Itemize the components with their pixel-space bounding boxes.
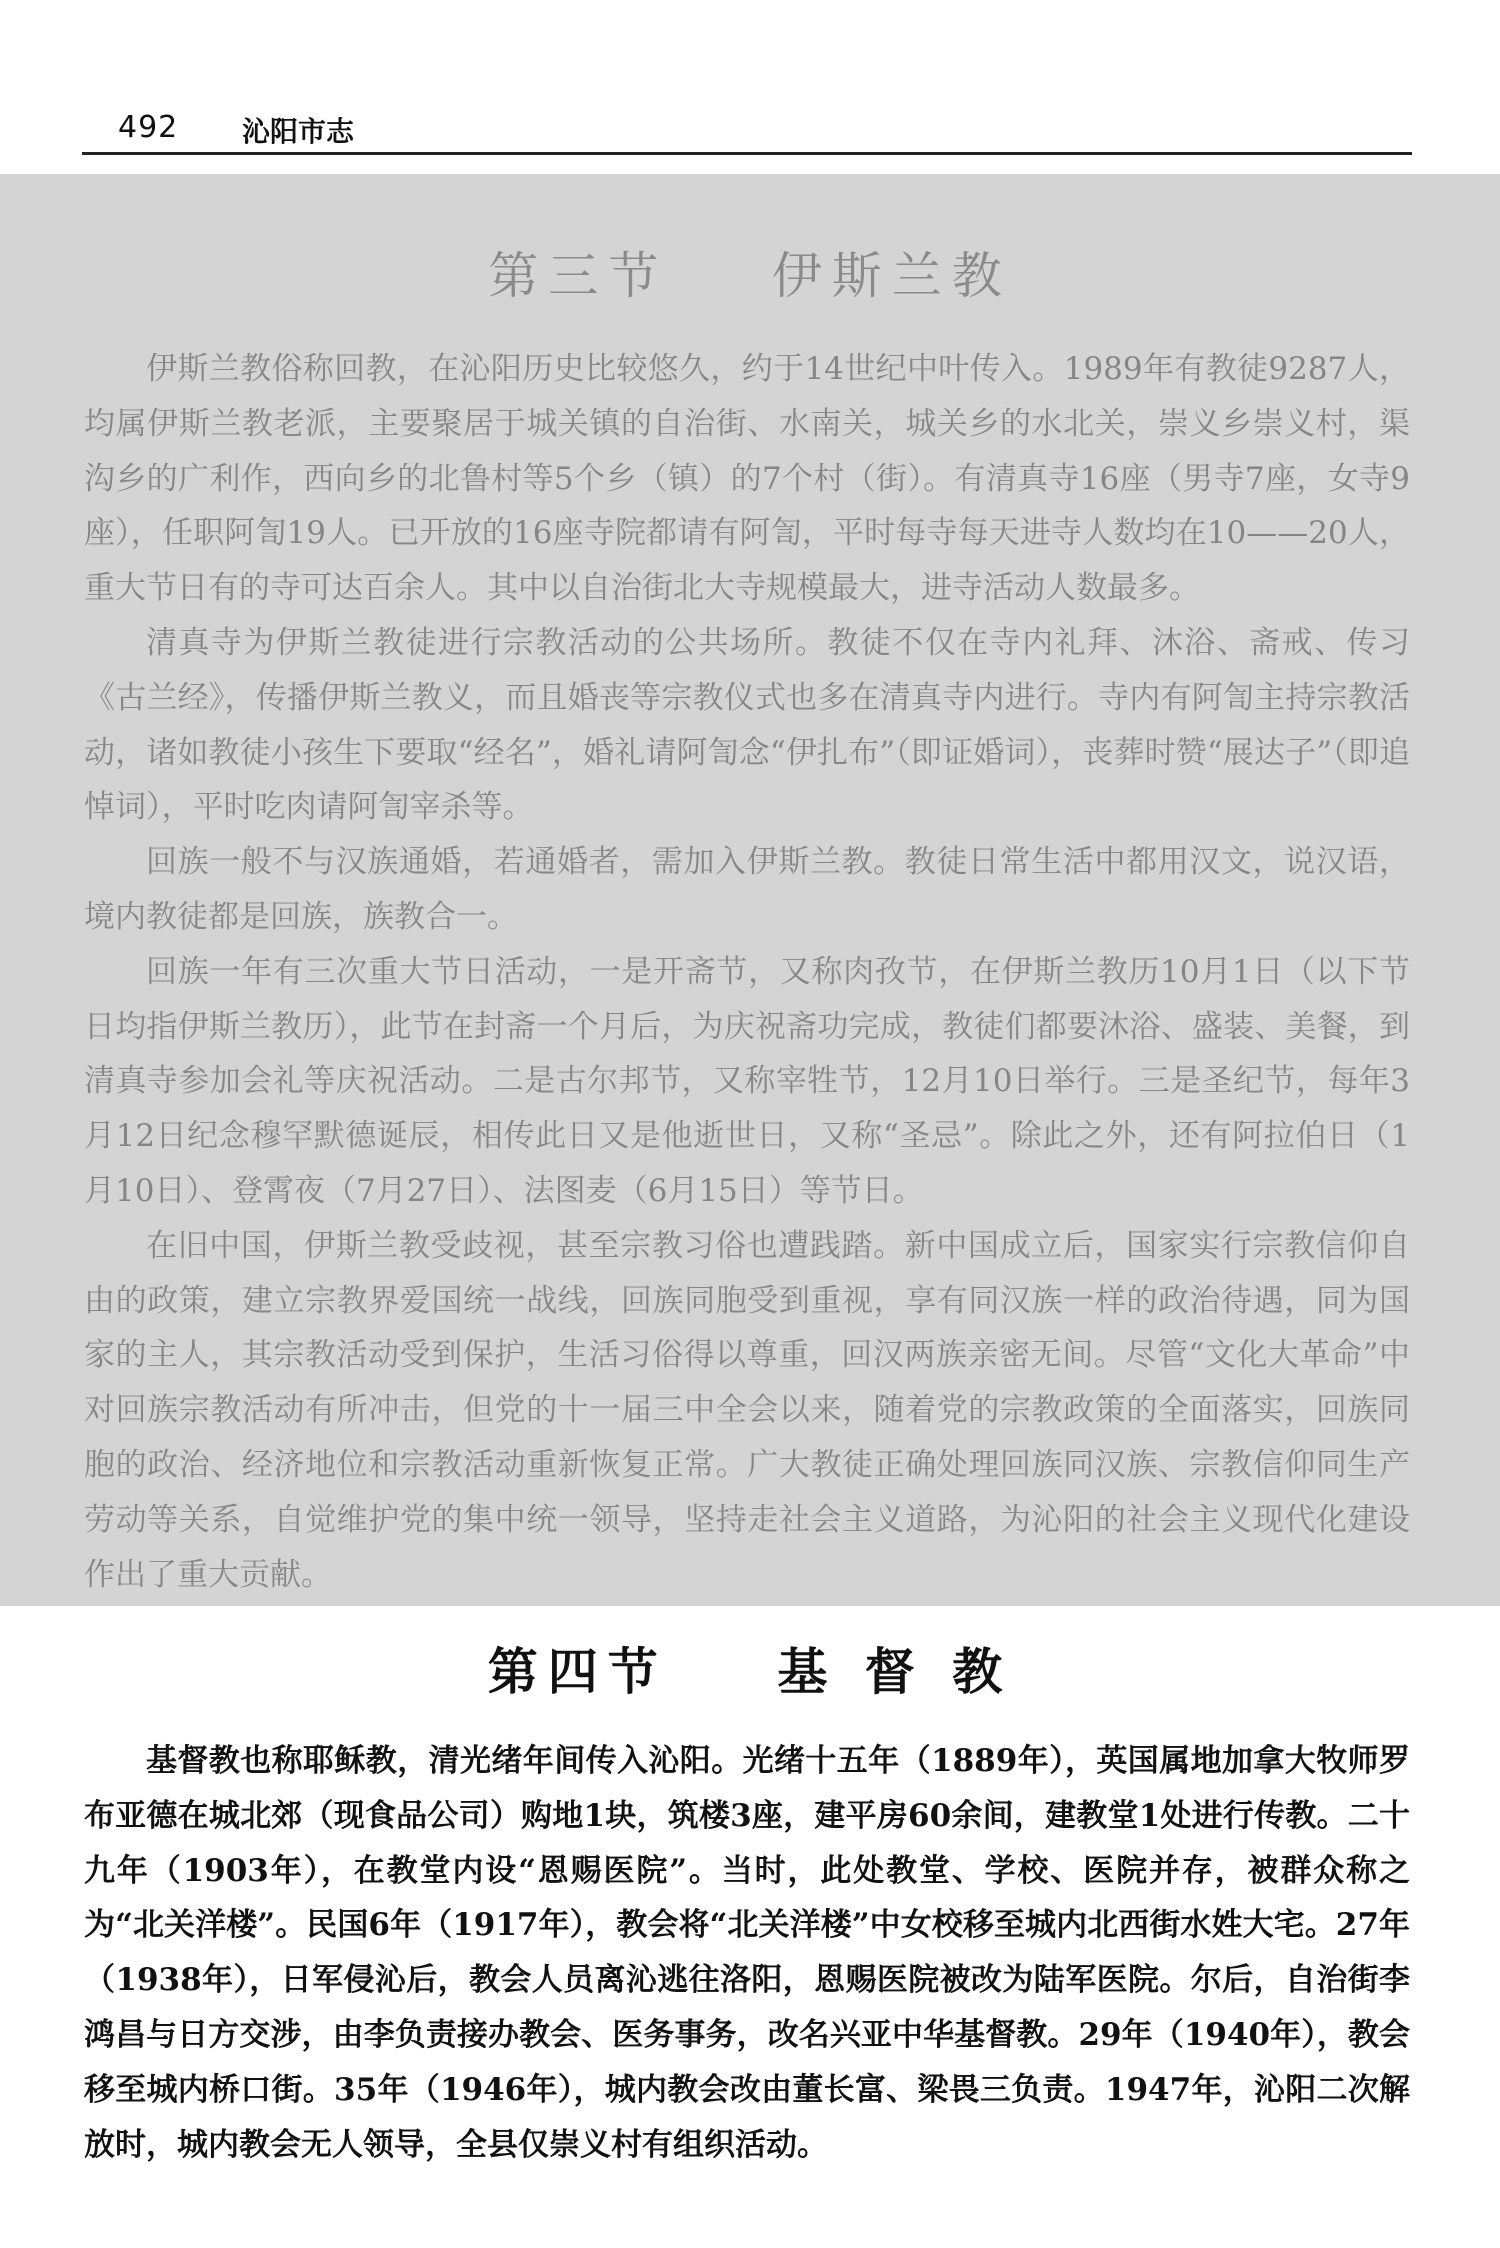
header-rule (82, 152, 1412, 155)
section-title-islam: 第三节 伊斯兰教 (488, 247, 1012, 305)
paragraph: 基督教也称耶稣教，清光绪年间传入沁阳。光绪十五年（1889年），英国属地加拿大牧师罗布亚德在城北郊（现食品公司）购地1块，筑楼3座，建平房60余间，建教堂1处进行传教。二十九年（1903年），在教堂内设“恩赐医院”。当时，此处教堂、学校、医院并存，被群众称之为“北关洋楼”。民国6年（1917年），教会将“北关洋楼”中女校移至城内北西街水姓大宅。27年（1938年），日军侵沁后，教会人员离沁逃往洛阳，恩赐医院被改为陆军医院。尔后，自治街李鸿昌与日方交涉，由李负责接办教会、医务事务，改名兴亚中华基督教。29年（1940年），教会移至城内桥口街。35年（1946年），城内教会改由董长富、梁畏三负责。1947年，沁阳二次解放时，城内教会无人领导，全县仅崇义村有组织活动。 (84, 1743, 1410, 2163)
paragraph: 回族一般不与汉族通婚，若通婚者，需加入伊斯兰教。教徒日常生活中都用汉文，说汉语，境内教徒都是回族，族教合一。 (84, 844, 1410, 935)
book-title: 沁阳市志 (242, 115, 355, 148)
paragraph: 在旧中国，伊斯兰教受歧视，甚至宗教习俗也遭践踏。新中国成立后，国家实行宗教信仰自由的政策，建立宗教界爱国统一战线，回族同胞受到重视，享有同汉族一样的政治待遇，同为国家的主人，其宗教活动受到保护，生活习俗得以尊重，回汉两族亲密无间。尽管“文化大革命”中对回族宗教活动有所冲击，但党的十一届三中全会以来，随着党的宗教政策的全面落实，回族同胞的政治、经济地位和宗教活动重新恢复正常。广大教徒正确处理回族同汉族、宗教信仰同生产劳动等关系，自觉维护党的集中统一领导，坚持走社会主义道路，为沁阳的社会主义现代化建设作出了重大贡献。 (84, 1227, 1410, 1593)
section-body-islam (84, 342, 1410, 1602)
paragraph: 伊斯兰教俗称回教，在沁阳历史比较悠久，约于14世纪中叶传入。1989年有教徒9287人，均属伊斯兰教老派，主要聚居于城关镇的自治街、水南关，城关乡的水北关，崇义乡崇义村，渠沟乡的广利作，西向乡的北鲁村等5个乡（镇）的7个村（街）。有清真寺16座（男寺7座，女寺9座），任职阿訇19人。已开放的16座寺院都请有阿訇，平时每寺每天进寺人数均在10——20人，重大节日有的寺可达百余人。其中以自治街北大寺规模最大，进寺活动人数最多。 (84, 351, 1410, 607)
page-header (82, 104, 1412, 154)
section-body-christianity (84, 1734, 1410, 2172)
section-title-christianity: 第四节 基 督 教 (487, 1642, 1013, 1701)
paragraph: 清真寺为伊斯兰教徒进行宗教活动的公共场所。教徒不仅在寺内礼拜、沐浴、斋戒、传习《古兰经》，传播伊斯兰教义，而且婚丧等宗教仪式也多在清真寺内进行。寺内有阿訇主持宗教活动，诸如教徒小孩生下要取“经名”，婚礼请阿訇念“伊扎布”（即证婚词），丧葬时赞“展达子”（即追悼词），平时吃肉请阿訇宰杀等。 (84, 624, 1410, 826)
page-number: 492 (118, 110, 179, 145)
paragraph: 回族一年有三次重大节日活动，一是开斋节，又称肉孜节，在伊斯兰教历10月1日（以下节日均指伊斯兰教历），此节在封斋一个月后，为庆祝斋功完成，教徒们都要沐浴、盛装、美餐，到清真寺参加会礼等庆祝活动。二是古尔邦节，又称宰牲节，12月10日举行。三是圣纪节，每年3月12日纪念穆罕默德诞辰，相传此日又是他逝世日，又称“圣忌”。除此之外，还有阿拉伯日（1月10日）、登霄夜（7月27日）、法图麦（6月15日）等节日。 (84, 953, 1410, 1209)
